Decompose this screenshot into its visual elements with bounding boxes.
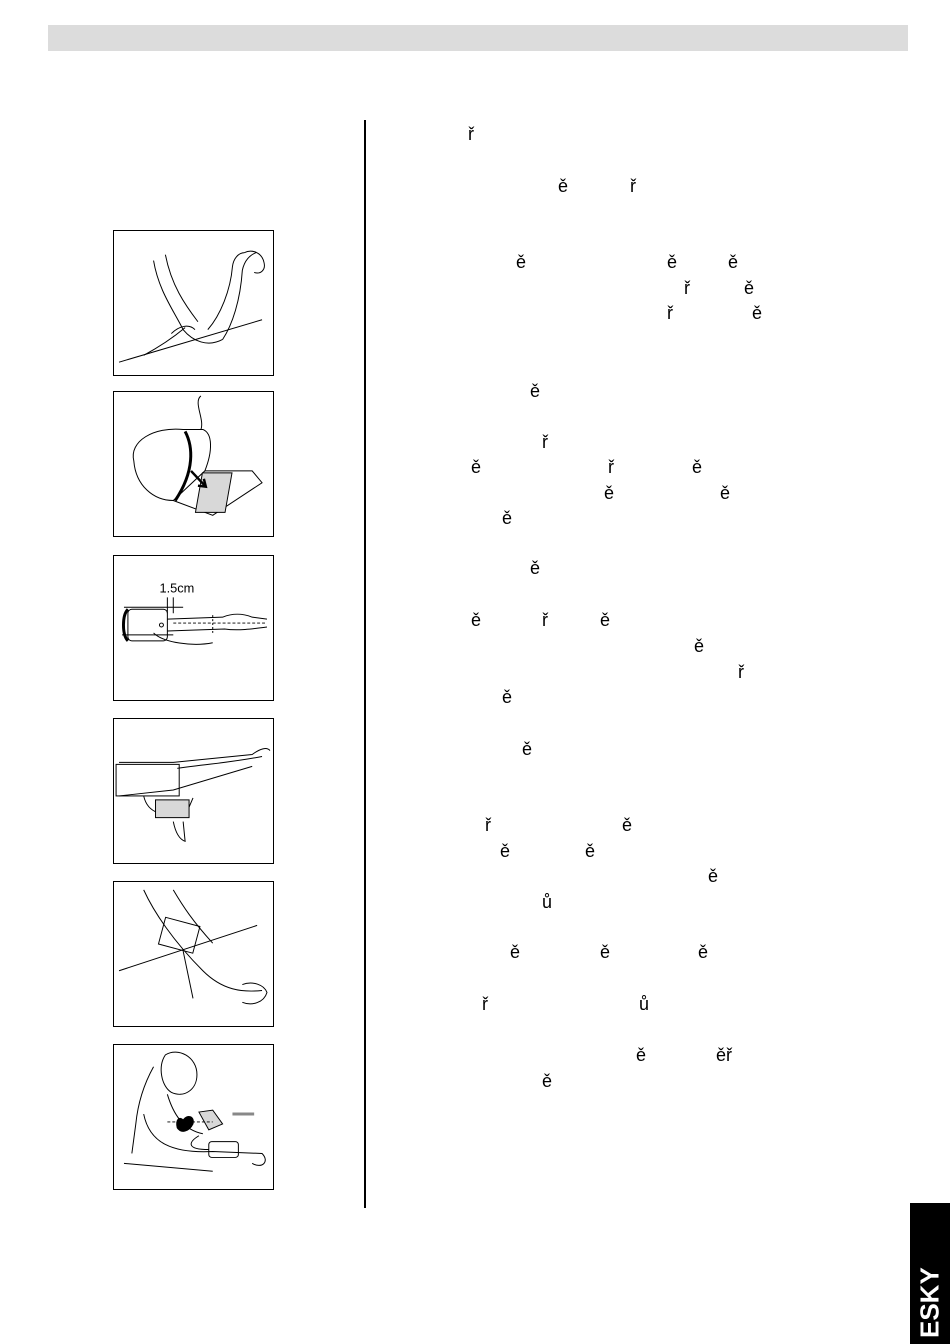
glyph: ě — [542, 1071, 553, 1091]
glyph: ě — [510, 942, 521, 962]
glyph: ě — [604, 483, 615, 503]
glyph: ě — [600, 942, 611, 962]
glyph: ě — [728, 252, 739, 272]
glyph: ě — [694, 636, 705, 656]
glyph: ě — [500, 841, 511, 861]
glyph: ě — [502, 687, 513, 707]
glyph: ě — [471, 457, 482, 477]
arm-pulse-check-illustration — [113, 230, 274, 376]
language-tab — [910, 1203, 950, 1344]
glyph: ě — [708, 866, 719, 886]
glyph: ě — [558, 176, 569, 196]
glyph: ě — [600, 610, 611, 630]
glyph: ř — [684, 278, 690, 298]
glyph: ř — [468, 124, 474, 144]
glyph: ě — [502, 508, 513, 528]
glyph: ě — [522, 739, 533, 759]
glyph: ř — [667, 303, 673, 323]
glyph: ě — [667, 252, 678, 272]
glyph: ů — [639, 994, 650, 1014]
cuff-wrap-illustration — [113, 391, 274, 537]
glyph: ř — [485, 815, 491, 835]
glyph: ě — [636, 1045, 647, 1065]
glyph: ě — [720, 483, 731, 503]
glyph: ř — [738, 662, 744, 682]
header-bar — [48, 25, 908, 51]
glyph: ů — [542, 892, 553, 912]
glyph: ě — [744, 278, 755, 298]
glyph: ě — [530, 381, 541, 401]
glyph: ě — [516, 252, 527, 272]
glyph: ř — [542, 432, 548, 452]
cuff-on-arm-illustration — [113, 881, 274, 1027]
cuff-placement-illustration — [113, 555, 274, 701]
glyph: ř — [482, 994, 488, 1014]
column-divider — [364, 120, 366, 1208]
glyph: ř — [542, 610, 548, 630]
glyph: ěř — [716, 1045, 733, 1065]
glyph: ř — [630, 176, 636, 196]
glyph: ě — [471, 610, 482, 630]
glyph: ě — [692, 457, 703, 477]
glyph: ě — [622, 815, 633, 835]
glyph: ě — [530, 558, 541, 578]
glyph: ě — [752, 303, 763, 323]
glyph: ě — [698, 942, 709, 962]
glyph: ř — [608, 457, 614, 477]
cuff-fastening-illustration — [113, 718, 274, 864]
figure-label-1-5cm: 1.5cm — [159, 580, 195, 596]
glyph: ě — [585, 841, 596, 861]
seated-measurement-illustration — [113, 1044, 274, 1190]
language-tab-label: ESKY — [914, 1267, 945, 1338]
